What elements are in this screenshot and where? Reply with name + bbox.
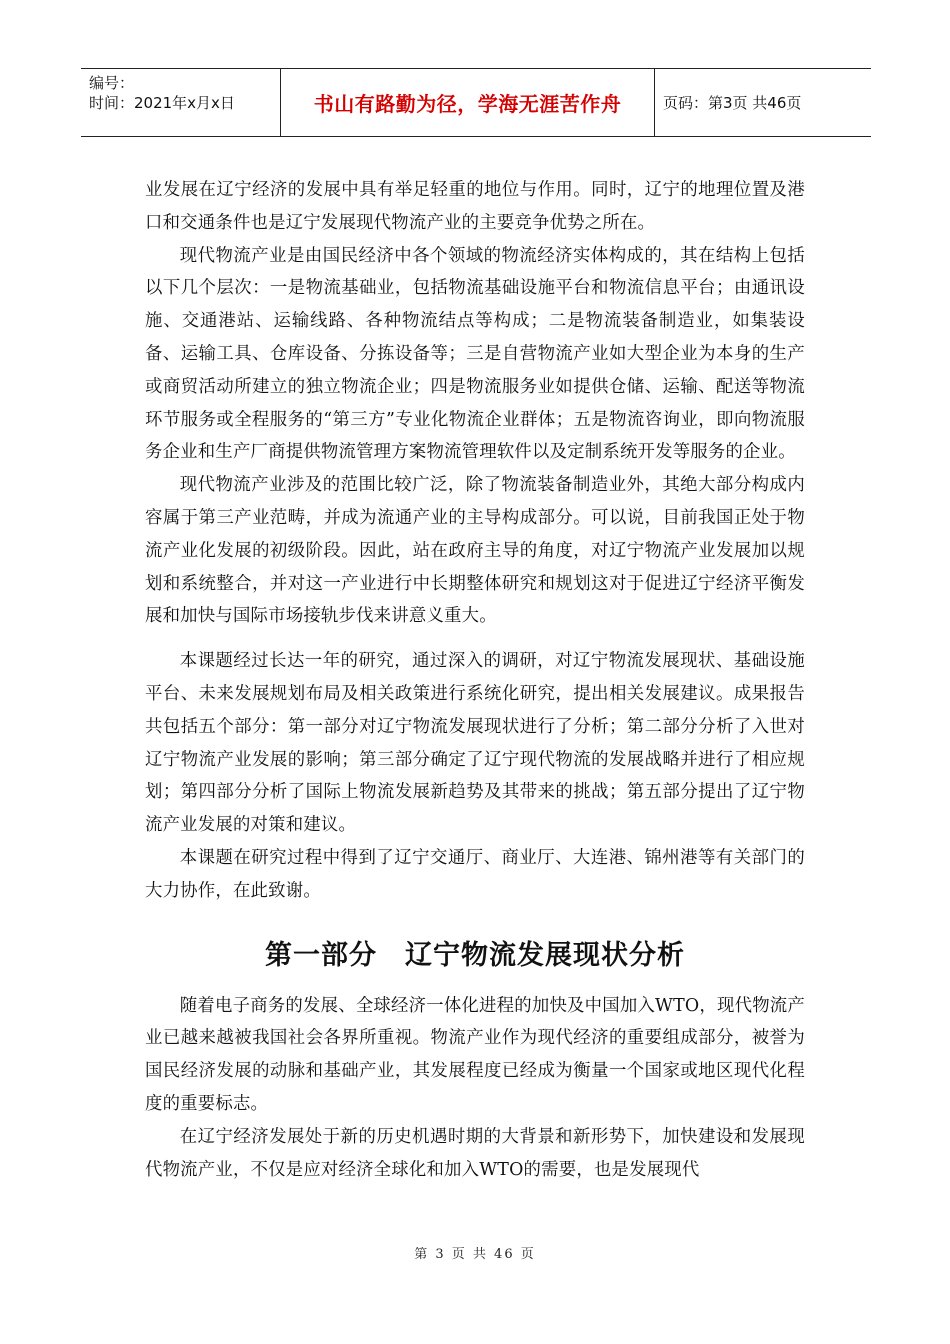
section-paragraph: 在辽宁经济发展处于新的历史机遇时期的大背景和新形势下，加快建设和发展现代物流产业，不仅是应对经济全球化和加入WTO的需要，也是发展现代 <box>145 1126 805 1180</box>
body-paragraph: 现代物流产业是由国民经济中各个领域的物流经济实体构成的，其在结构上包括以下几个层次：一是物流基础业，包括物流基础设施平台和物流信息平台；由通讯设施、交通港站、运输线路、各种物流结点等构成；二是物流装备制造业，如集装设备、运输工具、仓库设备、分拣设备等；三是自营物流产业如大型企业为本身的生产或商贸活动所建立的独立物流企业；四是物流服务业如提供仓储、运输、配送等物流环节服务或全程服务的“第三方”专业化物流企业群体；五是物流咨询业，即向物流服务企业和生产厂商提供物流管理方案物流管理软件以及定制系统开发等服务的企业。 <box>145 245 805 463</box>
body-paragraph: 现代物流产业涉及的范围比较广泛，除了物流装备制造业外，其绝大部分构成内容属于第三产业范畴，并成为流通产业的主导构成部分。可以说，目前我国正处于物流产业化发展的初级阶段。因此，站在政府主导的角度，对辽宁物流产业发展加以规划和系统整合，并对这一产业进行中长期整体研究和规划这对于促进辽宁经济平衡发展和加快与国际市场接轨步伐来讲意义重大。 <box>145 475 805 627</box>
body-paragraph: 业发展在辽宁经济的发展中具有举足轻重的地位与作用。同时，辽宁的地理位置及港口和交通条件也是辽宁发展现代物流产业的主要竞争优势之所在。 <box>145 180 805 233</box>
document-body <box>145 174 805 1186</box>
section-paragraph: 随着电子商务的发展、全球经济一体化进程的加快及中国加入WTO，现代物流产业已越来越被我国社会各界所重视。物流产业作为现代经济的重要组成部分，被誉为国民经济发展的动脉和基础产业，其发展程度已经成为衡量一个国家或地区现代化程度的重要标志。 <box>145 995 805 1114</box>
header-meta <box>81 69 281 136</box>
header-motto-cell <box>281 69 655 136</box>
body-paragraph: 本课题经过长达一年的研究，通过深入的调研，对辽宁物流发展现状、基础设施平台、未来发展规划布局及相关政策进行系统化研究，提出相关发展建议。成果报告共包括五个部分：第一部分对辽宁物流发展现状进行了分析；第二部分分析了入世对辽宁物流产业发展的影响；第三部分确定了辽宁现代物流的发展战略并进行了相应规划；第四部分分析了国际上物流发展新趋势及其带来的挑战；第五部分提出了辽宁物流产业发展的对策和建议。 <box>145 651 805 836</box>
page-header <box>81 68 871 137</box>
header-motto: 书山有路勤为径，学海无涯苦作舟 <box>313 92 622 116</box>
document-date-label: 时间：2021年x月x日 <box>89 94 235 112</box>
body-paragraph: 本课题在研究过程中得到了辽宁交通厅、商业厅、大连港、锦州港等有关部门的大力协作，在此致谢。 <box>145 847 805 901</box>
header-page-code: 页码：第3页 共46页 <box>663 94 802 112</box>
section-heading: 第一部分 辽宁物流发展现状分析 <box>265 939 685 971</box>
page-footer: 第 3 页 共 46 页 <box>414 1247 536 1262</box>
document-number-label: 编号： <box>89 74 135 92</box>
